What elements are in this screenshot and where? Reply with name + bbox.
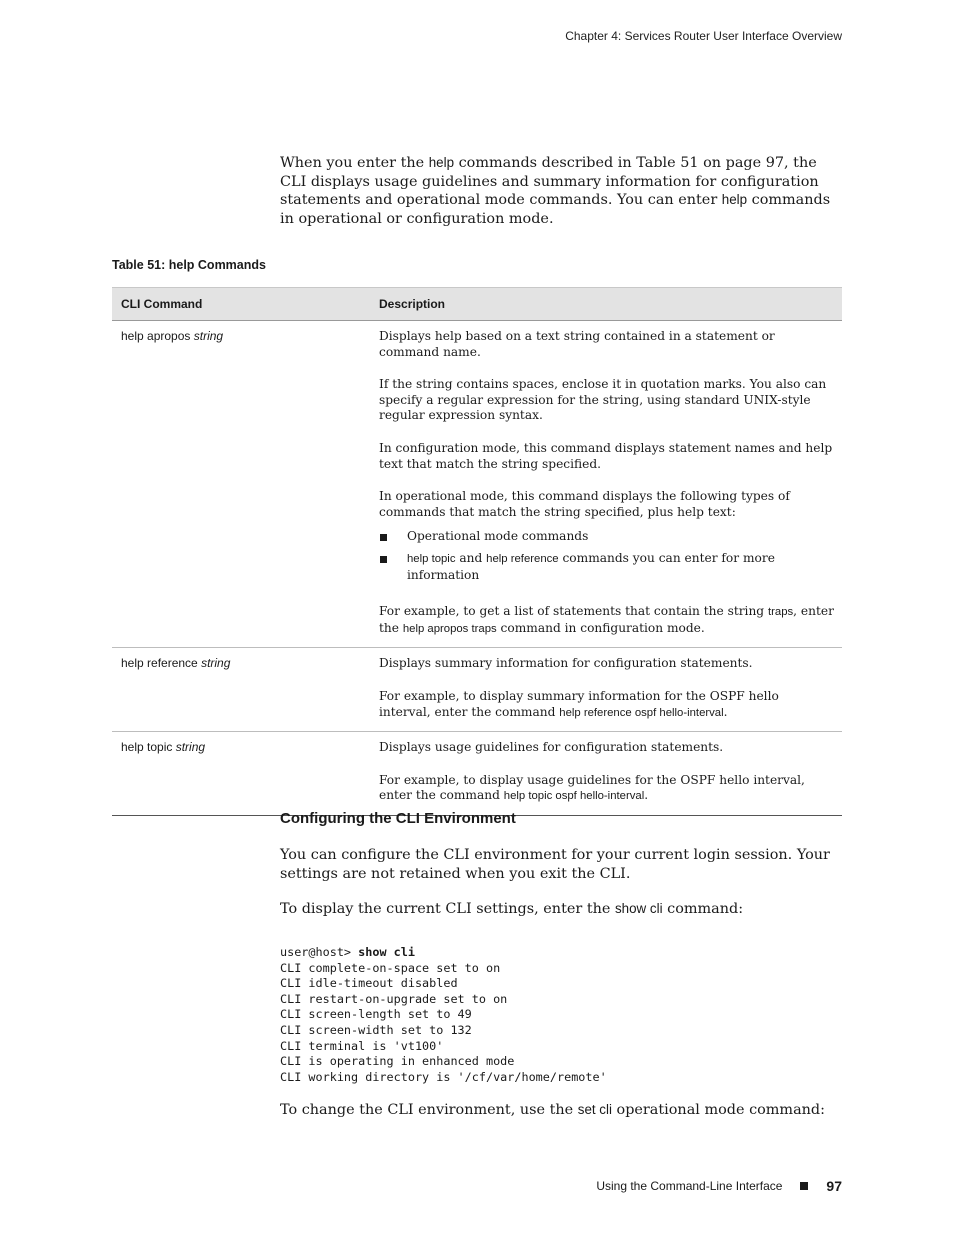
bullet-icon — [380, 534, 387, 541]
code-line: CLI screen-length set to 49 — [280, 1007, 472, 1022]
column-header-description: Description — [370, 288, 842, 321]
intro-paragraph: When you enter the help commands described in Table 51 on page 97, the CLI displays usage guidelines and summary information for configuration statements and operational mode commands. You can enter help commands in operational or configuration mode. — [280, 155, 831, 227]
cli-command-cell: help apropos string — [112, 321, 370, 648]
column-header-cli-command: CLI Command — [112, 288, 370, 321]
table-caption: Table 51: help Commands — [112, 258, 266, 272]
code-line: CLI terminal is 'vt100' — [280, 1038, 444, 1053]
body-paragraph: You can configure the CLI environment for your current login session. Your settings are not retained when you exit the CLI. — [280, 847, 830, 882]
list-item: help topic and help reference commands you can enter for more information — [379, 551, 834, 583]
command-types-list — [379, 529, 834, 583]
table-row — [112, 321, 842, 648]
body-paragraph: To display the current CLI settings, enter the show cli command: — [280, 901, 744, 917]
running-header: Chapter 4: Services Router User Interface Overview — [565, 29, 842, 43]
code-line: CLI working directory is '/cf/var/home/remote' — [280, 1069, 607, 1084]
code-block — [280, 945, 607, 1085]
square-bullet-icon — [800, 1182, 808, 1190]
code-line: CLI is operating in enhanced mode — [280, 1054, 515, 1069]
inline-command: help — [428, 155, 455, 170]
body-paragraph: To change the CLI environment, use the set cli operational mode command: — [280, 1102, 825, 1118]
description-cell: Displays summary information for configuration statements. For example, to display summary information for the OSPF hello interval, enter the command help reference ospf hello-interval. — [370, 648, 842, 732]
table-header-row — [112, 288, 842, 321]
page-number: 97 — [826, 1178, 842, 1194]
bullet-icon — [380, 556, 387, 563]
footer-title: Using the Command-Line Interface — [596, 1179, 783, 1193]
code-line: CLI screen-width set to 132 — [280, 1022, 472, 1037]
list-item: Operational mode commands — [379, 529, 834, 545]
description-cell: Displays help based on a text string contained in a statement or command name. If the string contains spaces, enclose it in quotation marks. You also can specify a regular expression for the string, using standard UNIX-style regular expression syntax. In configuration mode, this command displays statement names and help text that match the string specified. In operational mode, this command displays the following types of commands that match the string specified, plus help text: Operational mode commands help topic and help reference commands you can enter for more information For example, to get a list of statements that contain the string traps, enter the help apropos traps command in configuration mode. — [370, 321, 842, 648]
code-line: CLI idle-timeout disabled — [280, 976, 458, 991]
table-row — [112, 732, 842, 816]
help-commands-table — [112, 287, 842, 816]
table-row — [112, 648, 842, 732]
inline-command: help — [721, 192, 748, 208]
code-line: CLI restart-on-upgrade set to on — [280, 991, 508, 1006]
code-prompt: user@host> — [280, 945, 359, 959]
cli-command-cell: help reference string — [112, 648, 370, 732]
description-cell: Displays usage guidelines for configuration statements. For example, to display usage guidelines for the OSPF hello interval, enter the command help topic ospf hello-interval. — [370, 732, 842, 816]
section-heading: Configuring the CLI Environment — [280, 810, 516, 827]
code-command: show cli — [358, 945, 415, 959]
code-line: CLI complete-on-space set to on — [280, 960, 501, 975]
cli-command-cell: help topic string — [112, 732, 370, 816]
page-footer — [596, 1178, 842, 1194]
